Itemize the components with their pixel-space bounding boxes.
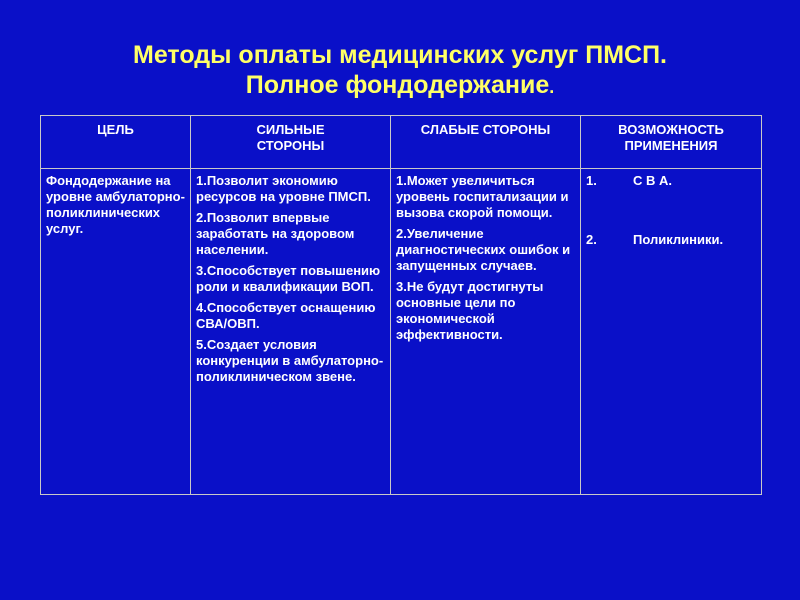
header-strengths: СИЛЬНЫЕ СТОРОНЫ: [191, 116, 391, 169]
weakness-item: 3.Не будут достигнуты основные цели по экономической эффективности.: [396, 279, 544, 342]
option-number: 2.: [586, 232, 597, 247]
title-line-2-text: Полное фондодержание: [245, 71, 550, 99]
goal-cell: [41, 169, 191, 495]
weaknesses-cell: [391, 169, 581, 495]
comparison-table: [40, 115, 762, 495]
header-goal: ЦЕЛЬ: [41, 116, 191, 169]
strength-item: 1.Позволит экономию ресурсов на уровне ПМСП.: [196, 173, 371, 204]
title-line-1: Методы оплаты медицинских услуг ПМСП.: [133, 41, 667, 69]
weakness-item: 2.Увеличение диагностических ошибок и запущенных случаев.: [396, 226, 571, 273]
option-text: Поликлиники.: [633, 232, 724, 247]
strength-item: 5.Создает условия конкуренции в амбулаторно-поликлиническом звене.: [196, 337, 384, 384]
header-row: [41, 116, 762, 169]
weakness-item: 1.Может увеличиться уровень госпитализации и вызова скорой помощи.: [396, 173, 569, 220]
strength-item: 2.Позволит впервые заработать на здоровом населении.: [196, 210, 355, 257]
strength-item: 3.Способствует повышению роли и квалификации ВОП.: [196, 263, 381, 294]
header-weaknesses: СЛАБЫЕ СТОРОНЫ: [391, 116, 581, 169]
title-dot: .: [549, 77, 555, 97]
option-item: [586, 173, 756, 189]
option-item: [586, 232, 756, 248]
table-row: [41, 169, 762, 495]
goal-text: Фондодержание на уровне амбулаторно-поликлинических услуг.: [46, 173, 185, 236]
option-number: 1.: [586, 173, 597, 188]
option-text: С В А.: [633, 173, 672, 188]
strength-item: 4.Способствует оснащению СВА/ОВП.: [196, 300, 376, 331]
slide-title: [0, 40, 800, 102]
title-line-2: [0, 70, 800, 102]
strengths-cell: [191, 169, 391, 495]
applicability-cell: [581, 169, 762, 495]
header-applicability: ВОЗМОЖНОСТЬ ПРИМЕНЕНИЯ: [581, 116, 762, 169]
